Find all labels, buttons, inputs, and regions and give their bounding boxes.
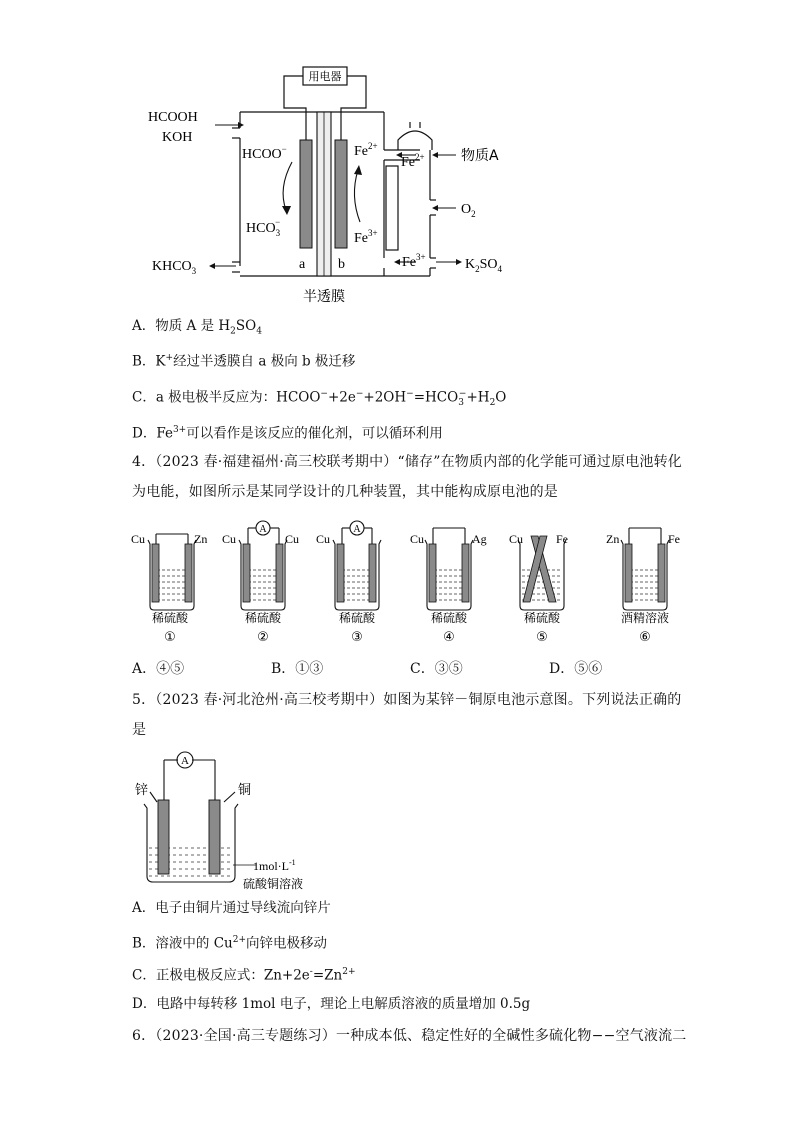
q4-choice-b: B．①③: [271, 661, 324, 677]
electrode: [152, 544, 159, 602]
q5-option-a: A．电子由铜片通过导线流向锌片: [132, 900, 331, 916]
q5-stem-line1: 5．（2023 春·河北沧州·高三校考期中）如图为某锌－铜原电池示意图。下列说法正确的: [132, 692, 682, 708]
hco3-label: $HCO_3-$: [246, 217, 281, 238]
electrode: [658, 544, 665, 602]
beaker-1-right-label: Zn: [194, 532, 208, 546]
electrode: [429, 544, 436, 602]
beaker-1-left-label: Cu: [131, 532, 146, 546]
beaker-6-number: ⑥: [639, 630, 651, 645]
q4-stem-line1: 4．（2023 春·福建福州·高三校联考期中）“储存”在物质内部的化学能可通过原电池转化: [132, 454, 682, 470]
beaker-6-right-label: Fe: [668, 532, 680, 546]
beaker-3-number: ③: [351, 630, 363, 645]
oxidation-arrow: [283, 162, 292, 210]
q6-stem-line1: 6．（2023·全国·高三专题练习）一种成本低、稳定性好的全碱性多硫化物−−空气液流二: [132, 1028, 687, 1044]
q4-stem-line2: 为电能，如图所示是某同学设计的几种装置，其中能构成原电池的是: [132, 484, 558, 500]
beaker-3: [316, 521, 381, 645]
electrode-b-label: b: [338, 257, 345, 272]
q3-option-a: A．物质 A 是 $H_2SO_4$: [132, 318, 262, 337]
beaker-4: [410, 528, 487, 645]
concentration-label: $1mol\cdot L^{-1}$: [253, 858, 296, 873]
beaker-4-solution: 稀硫酸: [430, 611, 468, 625]
k2so4-label: $K_2SO_4$: [465, 257, 503, 274]
electrode: [185, 544, 192, 602]
beaker-1: [131, 532, 207, 645]
beaker-4-right-label: Ag: [472, 532, 487, 546]
hcoo-label: HCOO−: [242, 144, 287, 162]
beaker-5: [509, 532, 568, 645]
beaker-2-number: ②: [257, 630, 269, 645]
copper-label: 铜: [238, 783, 252, 798]
beaker-6: [606, 528, 680, 645]
solution-label: 硫酸铜溶液: [243, 877, 304, 891]
fe3-left-label: $Fe^{3+}$: [354, 228, 378, 246]
beaker-5-number: ⑤: [536, 630, 548, 645]
electrode: [462, 544, 469, 602]
beaker-1-number: ①: [164, 630, 176, 645]
beaker-4-left-label: Cu: [410, 532, 425, 546]
beaker-3-solution: 稀硫酸: [338, 611, 376, 625]
ammeter-label: A: [181, 755, 189, 767]
beaker-2-right-label: Cu: [285, 532, 300, 546]
q5-stem-line2: 是: [132, 722, 147, 738]
beaker-2: [222, 521, 299, 645]
q5-option-d: D．电路中每转移 1mol 电子，理论上电解质溶液的质量增加 0.5g: [132, 996, 531, 1012]
zinc-label: 锌: [135, 783, 149, 798]
beaker-3-left-label: Cu: [316, 532, 331, 546]
q4-choice-c: C．③⑤: [410, 661, 463, 677]
beaker-1-solution: 稀硫酸: [151, 611, 189, 625]
beaker-2-solution: 稀硫酸: [244, 611, 282, 625]
inlet-koh-label: KOH: [162, 130, 193, 145]
electrode-a-label: a: [299, 257, 306, 272]
inlet-hcooh-label: HCOOH: [148, 110, 198, 125]
fe3-right-label: $Fe^{3+}$: [402, 252, 426, 270]
electrode: [276, 544, 283, 602]
fuel-cell-diagram: [0, 0, 794, 310]
q3-option-c: C．a 极电极半反应为：$HCOO^-+2e^-+2OH^-=HCO_3^-+H_2O$: [132, 389, 507, 409]
o2-label: $O_2$: [461, 202, 476, 219]
q5-option-b: B．溶液中的 $Cu^{2+}$向锌电极移动: [132, 935, 328, 952]
device-label: 用电器: [308, 70, 342, 83]
electrode-a: [300, 140, 312, 248]
beaker-3-ammeter: A: [353, 524, 361, 535]
beaker-4-number: ④: [443, 630, 455, 645]
electrode: [369, 544, 376, 602]
electrode: [625, 544, 632, 602]
beaker-5-right-label: Fe: [556, 532, 568, 546]
beaker-5-solution: 稀硫酸: [523, 611, 561, 625]
q3-option-d: D．$Fe^{3+}$可以看作是该反应的催化剂，可以循环利用: [132, 425, 443, 442]
q4-beakers-diagram: [0, 510, 794, 650]
beaker-6-left-label: Zn: [606, 532, 620, 546]
outlet-khco3-label: $KHCO_3$: [152, 259, 197, 276]
membrane-label: 半透膜: [303, 289, 345, 305]
zinc-copper-cell-diagram: [0, 742, 794, 892]
reduction-arrow: [354, 170, 360, 222]
copper-electrode: [209, 800, 220, 874]
electrode: [243, 544, 250, 602]
q4-choice-d: D．⑤⑥: [549, 661, 603, 677]
electrode: [337, 544, 344, 602]
fe2-right-label: $Fe^{2+}$: [401, 152, 425, 170]
electrode-b: [335, 140, 347, 248]
q3-option-b: B．K+经过半透膜自 a 极向 b 极迁移: [132, 353, 356, 370]
q5-option-c: C．正极电极反应式：$Zn+2e^-=Zn^{2+}$: [132, 967, 356, 984]
beaker-5-left-label: Cu: [509, 532, 524, 546]
fe2-left-label: $Fe^{2+}$: [354, 141, 378, 159]
beaker-2-left-label: Cu: [222, 532, 237, 546]
zinc-electrode: [158, 800, 169, 874]
beaker-6-solution: 酒精溶液: [620, 611, 670, 625]
beaker-2-ammeter: A: [259, 524, 267, 535]
substance-a-label: 物质A: [461, 148, 499, 164]
q4-choice-a: A．④⑤: [132, 661, 185, 677]
